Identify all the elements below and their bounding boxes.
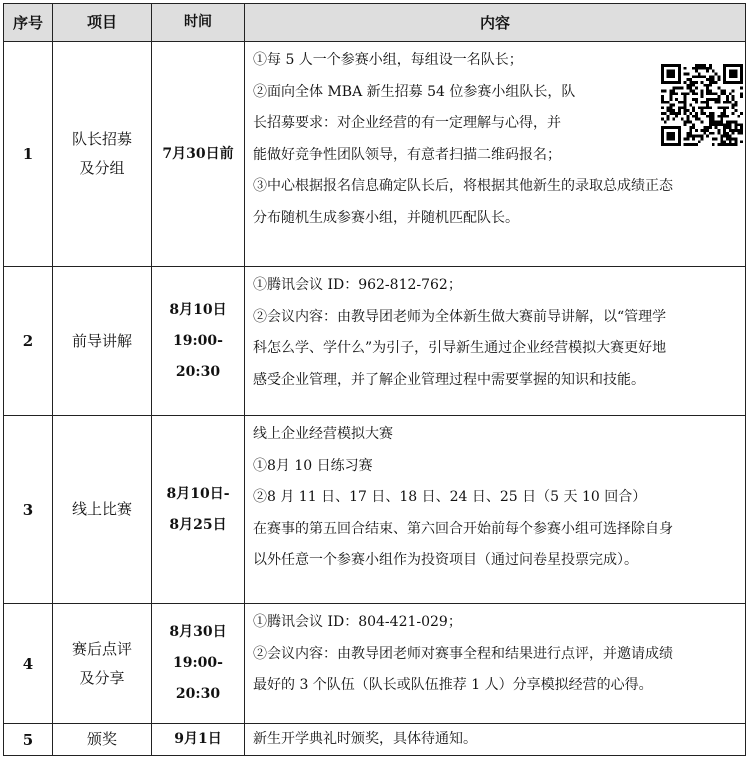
- time-line: 8月10日-: [166, 485, 230, 502]
- header-time: 时间: [152, 4, 245, 42]
- time-line: 7月30日前: [162, 145, 234, 162]
- row-item: [53, 267, 152, 416]
- item-line: 队长招募: [71, 130, 132, 148]
- time-line: 8月10日: [169, 301, 227, 318]
- row-content: [245, 416, 746, 604]
- time-line: 19:00-20:30: [173, 655, 223, 702]
- content-line: 新生开学典礼时颁奖，具体待通知。: [253, 731, 477, 747]
- row-time: [152, 604, 245, 724]
- item-line: 线上比赛: [71, 500, 132, 518]
- time-line: 8月30日: [169, 624, 227, 640]
- table-row: [4, 42, 746, 267]
- content-line: ①每 5 人一个参赛小组，每组设一名队长；: [253, 52, 523, 68]
- table-row: [4, 267, 746, 416]
- content-line: ③中心根据报名信息确定队长后，将根据其他新生的录取总成绩正态: [253, 178, 673, 194]
- schedule-table: [3, 3, 746, 756]
- item-line: 赛后点评: [71, 639, 132, 658]
- row-number: 2: [4, 267, 53, 416]
- row-item: [53, 42, 152, 267]
- row-time: [152, 267, 245, 416]
- header-num: 序号: [4, 4, 53, 42]
- row-content: [245, 724, 746, 756]
- time-line: 8月25日: [169, 516, 227, 533]
- content-line: ①腾讯会议 ID：962-812-762；: [253, 277, 462, 293]
- row-number: 1: [4, 42, 53, 267]
- content-line: ②8 月 11 日、17 日、18 日、24 日、25 日（5 天 10 回合）: [253, 489, 647, 505]
- row-time: [152, 724, 245, 756]
- content-line: 以外任意一个参赛小组作为投资项目（通过问卷星投票完成）。: [253, 552, 638, 568]
- time-line: 9月1日: [174, 731, 222, 747]
- content-line: 科怎么学、学什么”为引子，引导新生通过企业经营模拟大赛更好地: [253, 340, 667, 356]
- header-content: 内容: [245, 4, 746, 42]
- content-line: 感受企业管理，并了解企业管理过程中需要掌握的知识和技能。: [253, 371, 645, 388]
- content-line: ②会议内容：由教导团老师对赛事全程和结果进行点评，并邀请成绩: [253, 645, 673, 662]
- table-row: [4, 416, 746, 604]
- content-line: ②会议内容：由教导团老师为全体新生做大赛前导讲解，以“管理学: [253, 308, 667, 325]
- row-time: [152, 42, 245, 267]
- row-item: [53, 416, 152, 604]
- content-line: 线上企业经营模拟大赛: [253, 426, 393, 442]
- row-item: [53, 604, 152, 724]
- table-row: [4, 724, 746, 756]
- content-line: 分布随机生成参赛小组，并随机匹配队长。: [253, 209, 519, 226]
- row-item: [53, 724, 152, 756]
- table-row: [4, 604, 746, 724]
- content-line: ②面向全体 MBA 新生招募 54 位参赛小组队长，队: [253, 83, 576, 100]
- row-number: 4: [4, 604, 53, 724]
- row-content: [245, 604, 746, 724]
- content-line: ①腾讯会议 ID：804-421-029；: [253, 614, 462, 630]
- row-number: 3: [4, 416, 53, 604]
- row-content: [245, 267, 746, 416]
- content-line: ①8月 10 日练习赛: [253, 457, 373, 474]
- row-time: [152, 416, 245, 604]
- item-line: 及分享: [79, 668, 125, 687]
- content-line: 长招募要求：对企业经营的有一定理解与心得，并: [253, 115, 561, 131]
- header-item: 项目: [53, 4, 152, 42]
- header-row: [4, 4, 746, 42]
- item-line: 及分组: [79, 159, 125, 177]
- row-content: [245, 42, 746, 267]
- content-line: 在赛事的第五回合结束、第六回合开始前每个参赛小组可选择除自身: [253, 520, 673, 537]
- content-line: 最好的 3 个队伍（队长或队伍推荐 1 人）分享模拟经营的心得。: [253, 677, 653, 693]
- qr-code-icon[interactable]: [661, 64, 743, 146]
- item-line: 颁奖: [86, 730, 117, 748]
- row-number: 5: [4, 724, 53, 756]
- item-line: 前导讲解: [71, 331, 132, 350]
- content-line: 能做好竞争性团队领导，有意者扫描二维码报名；: [253, 146, 561, 163]
- time-line: 19:00-20:30: [173, 332, 223, 380]
